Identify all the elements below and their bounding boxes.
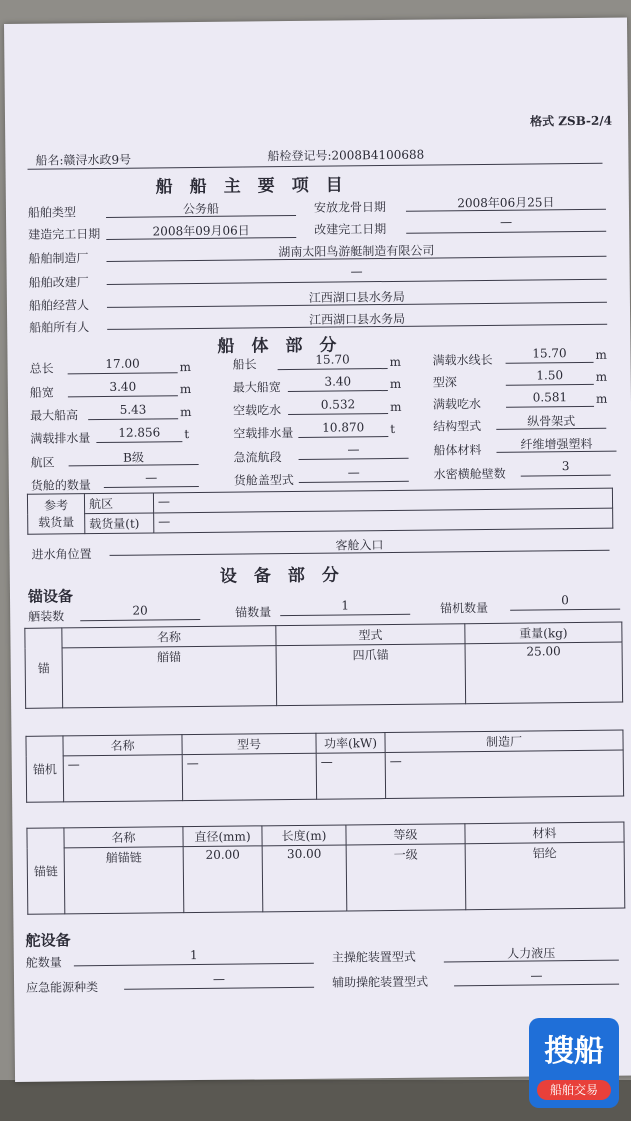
- anchor-row-label: 锚: [25, 628, 63, 708]
- registration-number: 船检登记号:2008B4100688: [267, 147, 425, 164]
- chain-col-diameter: 直径(mm): [183, 826, 262, 847]
- material-value: 纤维增强塑料: [520, 436, 593, 452]
- rudder-section-title: 舵设备: [25, 931, 71, 950]
- unit-m: m: [180, 405, 192, 420]
- lpp-value: 15.70: [315, 352, 350, 367]
- rebuilt-date-label: 改建完工日期: [314, 222, 387, 237]
- chain-material: 铝纶: [465, 842, 625, 910]
- cover-value: —: [347, 465, 360, 480]
- anchor-qty-value: 1: [341, 598, 349, 613]
- lwl-label: 满载水线长: [432, 352, 493, 368]
- aux-steering-value: —: [530, 968, 543, 983]
- lpp-label: 船长: [232, 357, 257, 372]
- chain-name: 艏锚链: [64, 847, 184, 914]
- ship-type-label: 船舶类型: [27, 205, 77, 220]
- unit-m: m: [389, 399, 402, 414]
- windlass-power: —: [316, 753, 385, 800]
- windlass-col-model: 型号: [182, 733, 316, 754]
- lightdraft-label: 空载吃水: [232, 403, 282, 418]
- material-label: 船体材料: [433, 443, 482, 458]
- unit-m: m: [595, 347, 607, 362]
- emergency-power-value: —: [212, 971, 226, 986]
- chain-col-grade: 等级: [346, 824, 465, 845]
- ship-name: 船名:赣浔水政9号: [35, 152, 132, 168]
- loa-value: 17.00: [105, 356, 140, 371]
- windlass-table: [25, 730, 624, 803]
- chain-grade: 一级: [346, 844, 466, 911]
- maxheight-label: 最大船高: [30, 408, 79, 423]
- struct-value: 纵骨架式: [527, 414, 576, 429]
- reference-cargo-label: 参考 载货量: [27, 494, 84, 535]
- bulkhead-label: 水密横舱壁数: [433, 466, 506, 482]
- main-items-title: 船 船 主 要 项 目: [155, 175, 343, 198]
- rudder-qty-value: 1: [189, 948, 198, 963]
- windlass-name: —: [63, 755, 182, 802]
- depth-value: 1.50: [536, 368, 564, 383]
- ship-type-value: 公务船: [182, 201, 220, 217]
- reference-cargo-table: [27, 488, 613, 535]
- form-number: 格式 ZSB-2/4: [529, 113, 613, 129]
- ref-zone-label: 航区: [84, 493, 153, 514]
- ref-capacity-label: 载货量(t): [85, 513, 154, 534]
- fulldraft-label: 满载吃水: [432, 397, 482, 412]
- anchor-name: 艏锚: [62, 646, 277, 708]
- unit-m: m: [595, 369, 608, 384]
- chain-table: [26, 822, 625, 915]
- rapid-label: 急流航段: [233, 450, 282, 465]
- outfit-label: 舾装数: [28, 609, 65, 624]
- rebuilt-date-value: —: [500, 214, 513, 229]
- holds-value: —: [145, 470, 158, 485]
- keel-date-value: 2008年06月25日: [457, 195, 555, 211]
- fulldisp-label: 满载排水量: [30, 431, 91, 446]
- ref-zone-value: —: [153, 488, 612, 513]
- windlass-qty-label: 锚机数量: [440, 600, 489, 616]
- remaker-label: 船舶改建厂: [28, 275, 89, 290]
- unit-m: m: [389, 354, 402, 369]
- zone-value: B级: [123, 450, 145, 465]
- remaker-value: —: [350, 264, 363, 279]
- beam-value: 3.40: [109, 379, 137, 394]
- inlet-value: 客舱入口: [335, 538, 384, 553]
- rudder-qty-label: 舵数量: [25, 955, 62, 970]
- struct-label: 结构型式: [433, 419, 482, 434]
- windlass-col-name: 名称: [63, 735, 182, 756]
- holds-label: 货舱的数量: [30, 478, 91, 493]
- anchor-weight: 25.00: [465, 642, 623, 704]
- anchor-col-name: 名称: [62, 626, 276, 648]
- windlass-row-label: 锚机: [26, 736, 64, 802]
- lwl-value: 15.70: [532, 346, 567, 361]
- chain-diameter: 20.00: [183, 846, 263, 913]
- built-date-value: 2008年09月06日: [152, 223, 250, 239]
- maxbeam-value: 3.40: [324, 374, 352, 389]
- hull-title: 船 体 部 分: [217, 335, 337, 357]
- maker-label: 船舶制造厂: [28, 251, 89, 266]
- operator-value: 江西湖口县水务局: [308, 289, 405, 305]
- anchor-col-weight: 重量(kg): [465, 622, 622, 644]
- steering-value: 人力液压: [507, 946, 556, 961]
- inlet-label: 进水角位置: [31, 547, 92, 562]
- maxbeam-label: 最大船宽: [232, 380, 281, 395]
- anchor-table: [24, 622, 623, 709]
- emergency-power-label: 应急能源种类: [26, 980, 99, 995]
- outfit-value: 20: [132, 603, 148, 618]
- unit-t: t: [390, 421, 396, 436]
- chain-col-length: 长度(m): [262, 825, 346, 846]
- logo-subtitle: 船舶交易: [537, 1080, 611, 1100]
- rapid-value: —: [347, 442, 360, 457]
- logo-text: 搜船: [544, 1034, 604, 1069]
- windlass-col-maker: 制造厂: [385, 730, 623, 752]
- unit-m: m: [595, 391, 608, 406]
- unit-m: m: [179, 360, 192, 375]
- owner-value: 江西湖口县水务局: [309, 311, 406, 327]
- windlass-col-power: 功率(kW): [316, 733, 385, 754]
- unit-m: m: [179, 382, 192, 397]
- keel-date-label: 安放龙骨日期: [313, 200, 387, 215]
- equipment-title: 设 备 部 分: [219, 565, 339, 587]
- bulkhead-value: 3: [561, 459, 570, 474]
- chain-col-material: 材料: [465, 822, 624, 844]
- windlass-maker: —: [385, 750, 623, 798]
- built-date-label: 建造完工日期: [28, 227, 101, 242]
- chain-length: 30.00: [262, 845, 347, 912]
- unit-m: m: [389, 376, 402, 391]
- beam-label: 船宽: [29, 385, 54, 400]
- depth-label: 型深: [432, 375, 457, 390]
- chain-row-label: 锚链: [27, 828, 65, 914]
- unit-t: t: [184, 427, 190, 442]
- fulldisp-value: 12.856: [118, 425, 161, 440]
- anchor-type: 四爪锚: [276, 644, 466, 706]
- chain-col-name: 名称: [64, 827, 183, 848]
- lightdisp-value: 10.870: [322, 420, 365, 435]
- cover-label: 货舱盖型式: [233, 472, 294, 488]
- maker-value: 湖南太阳鸟游艇制造有限公司: [278, 243, 435, 260]
- anchor-col-type: 型式: [276, 624, 465, 646]
- lightdisp-label: 空载排水量: [233, 425, 294, 441]
- operator-label: 船舶经营人: [28, 298, 90, 313]
- fulldraft-value: 0.581: [532, 390, 568, 405]
- maxheight-value: 5.43: [119, 402, 147, 417]
- anchor-qty-label: 锚数量: [235, 605, 272, 620]
- souchuan-logo[interactable]: [529, 1018, 619, 1108]
- ref-capacity-value: —: [154, 508, 613, 533]
- windlass-model: —: [182, 753, 316, 800]
- aux-steering-label: 辅助操舵装置型式: [331, 974, 429, 990]
- document-page: [4, 17, 631, 1081]
- loa-label: 总长: [29, 361, 54, 376]
- anchor-section-title: 锚设备: [27, 587, 74, 606]
- windlass-qty-value: 0: [561, 593, 569, 608]
- zone-label: 航区: [30, 455, 55, 470]
- steering-label: 主操舵装置型式: [331, 949, 416, 965]
- lightdraft-value: 0.532: [320, 397, 356, 412]
- owner-label: 船舶所有人: [29, 320, 90, 335]
